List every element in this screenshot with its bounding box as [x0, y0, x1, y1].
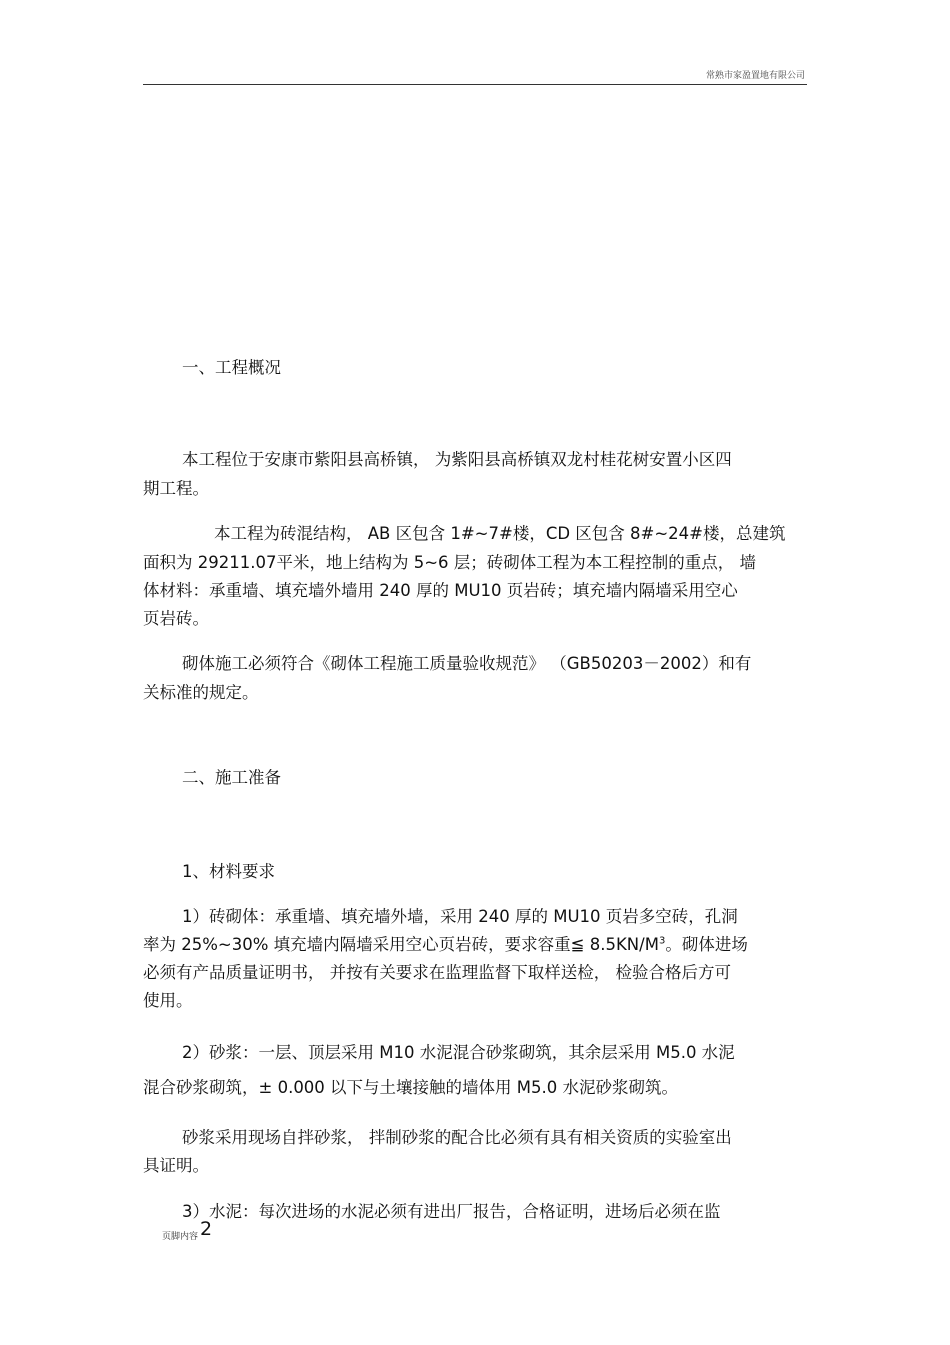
para-1-line-1: 本工程位于安康市紫阳县高桥镇， 为紫阳县高桥镇双龙村桂花树安置小区四 — [182, 450, 732, 469]
section-1-title: 一、工程概况 — [182, 358, 281, 377]
para-2-line-1: 本工程为砖混结构， AB 区包含 1#~7#楼，CD 区包含 8#~24#楼，总建筑 — [214, 524, 786, 543]
para-4-line-3: 必须有产品质量证明书， 并按有关要求在监理监督下取样送检， 检验合格后方可 — [143, 963, 731, 982]
para-5-line-2: 混合砂浆砌筑，± 0.000 以下与土壤接触的墙体用 M5.0 水泥砂浆砌筑。 — [143, 1078, 679, 1097]
header-company: 常熟市家盈置地有限公司 — [705, 71, 805, 81]
para-4-line-4: 使用。 — [143, 991, 193, 1010]
para-3-line-1: 砌体施工必须符合《砌体工程施工质量验收规范》 （GB50203－2002）和有 — [182, 654, 752, 673]
subsection-2-1-title: 1、材料要求 — [182, 862, 275, 881]
para-3-line-2: 关标准的规定。 — [143, 683, 259, 702]
page-number: 2 — [200, 1218, 213, 1240]
para-2-line-3: 体材料：承重墙、填充墙外墙用 240 厚的 MU10 页岩砖；填充墙内隔墙采用空心 — [143, 581, 738, 600]
superscript-3: 3 — [658, 935, 666, 947]
para-2-line-2: 面积为 29211.07平米，地上结构为 5~6 层；砖砌体工程为本工程控制的重点， 墙 — [143, 553, 757, 572]
header-rule — [143, 84, 807, 85]
para-4-line-2-a: 率为 25%~30% 填充墙内隔墙采用空心页岩砖，要求容重≦ 8.5KN/M — [143, 935, 659, 954]
para-4-line-2-b: 。砌体进场 — [665, 935, 748, 954]
para-1-line-2: 期工程。 — [143, 479, 209, 498]
para-4-line-2 — [143, 931, 748, 955]
para-6-line-2: 具证明。 — [143, 1156, 209, 1175]
para-7-line-1: 3）水泥：每次进场的水泥必须有进出厂报告，合格证明，进场后必须在监 — [182, 1202, 721, 1221]
section-2-title: 二、施工准备 — [182, 768, 281, 787]
para-4-line-1: 1）砖砌体：承重墙、填充墙外墙，采用 240 厚的 MU10 页岩多空砖，孔洞 — [182, 907, 738, 926]
para-2-line-4: 页岩砖。 — [143, 609, 209, 628]
para-5-line-1: 2）砂浆：一层、顶层采用 M10 水泥混合砂浆砌筑，其余层采用 M5.0 水泥 — [182, 1043, 735, 1062]
footer-label: 页脚内容 — [162, 1232, 199, 1242]
para-6-line-1: 砂浆采用现场自拌砂浆， 拌制砂浆的配合比必须有具有相关资质的实验室出 — [182, 1128, 732, 1147]
